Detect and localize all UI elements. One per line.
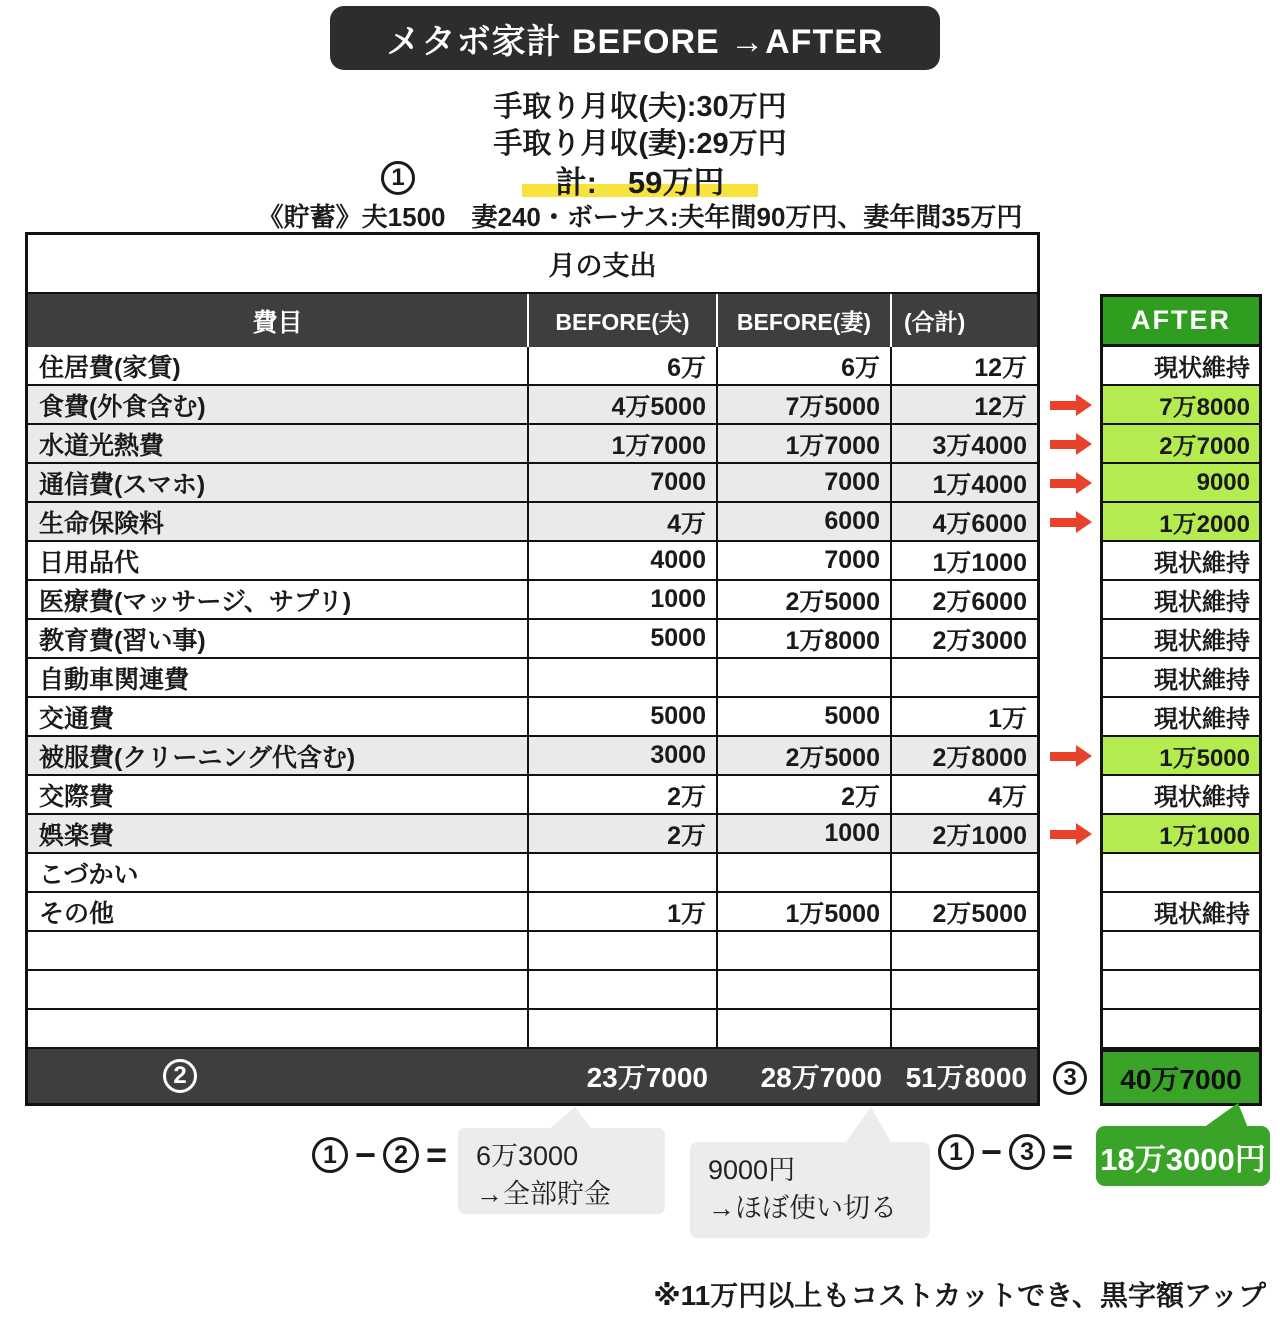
gutter-cell (1040, 971, 1100, 1010)
table-row (25, 464, 1262, 503)
after-cell: 1万2000 (1100, 503, 1262, 542)
circled-number-1: 1 (381, 161, 415, 195)
before-wife-cell (718, 854, 892, 893)
minus-sign: − (981, 1131, 1003, 1172)
table-row (25, 737, 1262, 776)
page-title: メタボ家計 BEFORE →AFTER (330, 6, 940, 70)
before-wife-cell (718, 1010, 892, 1049)
total-gutter (1040, 1049, 1100, 1106)
after-cell: 現状維持 (1100, 542, 1262, 581)
before-husband-cell (529, 659, 718, 698)
before-husband-cell: 1000 (529, 581, 718, 620)
table-row (25, 659, 1262, 698)
gutter-cell (1040, 932, 1100, 971)
after-leftover-box: 18万3000円 (1096, 1126, 1270, 1186)
expense-item-cell: 通信費(スマホ) (25, 464, 529, 503)
after-cell: 現状維持 (1100, 698, 1262, 737)
expense-item-cell: 教育費(習い事) (25, 620, 529, 659)
table-row (25, 854, 1262, 893)
gutter-cell (1040, 464, 1100, 503)
subtotal-cell (892, 659, 1040, 698)
table-row (25, 776, 1262, 815)
table-row (25, 386, 1262, 425)
before-wife-cell: 2万 (718, 776, 892, 815)
gutter-cell (1040, 1010, 1100, 1049)
before-wife-cell: 5000 (718, 698, 892, 737)
bottom-note: ※11万円以上もコストカットでき、黒字額アップ (653, 1280, 1266, 1311)
subtotal-cell: 4万 (892, 776, 1040, 815)
table-row (25, 347, 1262, 386)
table-row (25, 971, 1262, 1010)
before-husband-cell: 5000 (529, 698, 718, 737)
subtotal-cell: 12万 (892, 386, 1040, 425)
after-cell: 現状維持 (1100, 581, 1262, 620)
gutter-cell (1040, 386, 1100, 425)
husband-leftover-amount: 6万3000 (476, 1141, 579, 1171)
total-item-cell (25, 1049, 529, 1106)
expense-item-cell: 交際費 (25, 776, 529, 815)
expense-item-cell (25, 1010, 529, 1049)
before-wife-cell (718, 971, 892, 1010)
before-husband-cell (529, 932, 718, 971)
before-husband-cell (529, 971, 718, 1010)
subtotal-cell (892, 971, 1040, 1010)
gutter-cell (1040, 620, 1100, 659)
wife-leftover-note: →ほぼ使い切る (708, 1193, 897, 1224)
after-cell: 2万7000 (1100, 425, 1262, 464)
table-total-row (25, 1049, 1262, 1106)
header-after: AFTER (1100, 294, 1262, 347)
header-gutter (1040, 294, 1100, 347)
subtotal-cell: 3万4000 (892, 425, 1040, 464)
expense-item-cell: その他 (25, 893, 529, 932)
before-wife-cell: 6000 (718, 503, 892, 542)
wife-leftover-amount: 9000円 (708, 1155, 796, 1185)
after-cell: 9000 (1100, 464, 1262, 503)
before-husband-cell: 2万 (529, 815, 718, 854)
after-cell: 現状維持 (1100, 893, 1262, 932)
subtotal-cell (892, 854, 1040, 893)
gutter-cell (1040, 425, 1100, 464)
subtotal-cell: 2万3000 (892, 620, 1040, 659)
equals-sign: = (1052, 1131, 1074, 1172)
gutter-cell (1040, 659, 1100, 698)
expense-item-cell: 被服費(クリーニング代含む) (25, 737, 529, 776)
after-cell: 現状維持 (1100, 776, 1262, 815)
callout-pointer-green (1203, 1103, 1248, 1128)
header-subtotal: (合計) (892, 294, 1040, 347)
total-subtotal: 51万8000 (892, 1049, 1040, 1106)
table-row (25, 815, 1262, 854)
before-wife-cell: 6万 (718, 347, 892, 386)
before-husband-cell: 5000 (529, 620, 718, 659)
subtotal-cell: 1万4000 (892, 464, 1040, 503)
circled-number-3: 3 (1053, 1061, 1087, 1095)
change-arrow-icon (1050, 401, 1077, 410)
expense-item-cell (25, 971, 529, 1010)
subtotal-cell: 2万6000 (892, 581, 1040, 620)
after-cell: 現状維持 (1100, 659, 1262, 698)
expense-item-cell: 生命保険料 (25, 503, 529, 542)
gutter-cell (1040, 893, 1100, 932)
after-cell: 1万1000 (1100, 815, 1262, 854)
before-husband-cell (529, 1010, 718, 1049)
total-after: 40万7000 (1100, 1049, 1262, 1106)
expense-item-cell: 食費(外食含む) (25, 386, 529, 425)
total-before-husband: 23万7000 (529, 1049, 718, 1106)
change-arrow-icon (1050, 479, 1077, 488)
husband-leftover-box (458, 1128, 665, 1214)
circled-number-2: 2 (163, 1059, 197, 1093)
total-before-wife: 28万7000 (718, 1049, 892, 1106)
expense-item-cell: 住居費(家賃) (25, 347, 529, 386)
expense-item-cell: 医療費(マッサージ、サプリ) (25, 581, 529, 620)
before-wife-cell: 1万8000 (718, 620, 892, 659)
change-arrow-icon (1050, 518, 1077, 527)
after-cell: 現状維持 (1100, 620, 1262, 659)
gutter-cell (1040, 815, 1100, 854)
before-wife-cell: 1万5000 (718, 893, 892, 932)
subtotal-cell: 4万6000 (892, 503, 1040, 542)
before-wife-cell (718, 659, 892, 698)
change-arrow-icon (1050, 752, 1077, 761)
gutter-cell (1040, 581, 1100, 620)
income-wife-line: 手取り月収(妻):29万円 (493, 128, 787, 160)
table-header-row (25, 294, 1262, 347)
expense-table (25, 232, 1262, 1106)
subtotal-cell: 1万1000 (892, 542, 1040, 581)
subtotal-cell: 1万 (892, 698, 1040, 737)
expense-item-cell: 日用品代 (25, 542, 529, 581)
after-cell (1100, 1010, 1262, 1049)
before-wife-cell: 7000 (718, 542, 892, 581)
table-row (25, 1010, 1262, 1049)
circled-number-3: 3 (1009, 1134, 1045, 1170)
circled-number-1: 1 (312, 1137, 348, 1173)
subtotal-cell (892, 1010, 1040, 1049)
expense-item-cell (25, 932, 529, 971)
table-row (25, 581, 1262, 620)
gutter-cell (1040, 542, 1100, 581)
subtotal-cell (892, 932, 1040, 971)
gutter-cell (1040, 347, 1100, 386)
equation-1-minus-3 (938, 1131, 1073, 1173)
after-cell (1100, 854, 1262, 893)
subtotal-cell: 2万5000 (892, 893, 1040, 932)
table-row (25, 503, 1262, 542)
before-husband-cell (529, 854, 718, 893)
change-arrow-icon (1050, 830, 1077, 839)
subtotal-cell: 2万8000 (892, 737, 1040, 776)
equation-1-minus-2 (312, 1134, 447, 1176)
table-row (25, 698, 1262, 737)
circled-number-1: 1 (938, 1134, 974, 1170)
expense-item-cell: 娯楽費 (25, 815, 529, 854)
table-body (25, 347, 1262, 1049)
after-cell: 1万5000 (1100, 737, 1262, 776)
before-wife-cell: 2万5000 (718, 581, 892, 620)
wife-leftover-box (690, 1142, 930, 1238)
after-cell (1100, 932, 1262, 971)
before-husband-cell: 4万 (529, 503, 718, 542)
header-item: 費目 (25, 294, 529, 347)
before-wife-cell: 7万5000 (718, 386, 892, 425)
savings-note: 《貯蓄》夫1500 妻240・ボーナス:夫年間90万円、妻年間35万円 (257, 202, 1023, 232)
expense-item-cell: 水道光熱費 (25, 425, 529, 464)
header-before-husband: BEFORE(夫) (529, 294, 718, 347)
circled-number-2: 2 (383, 1137, 419, 1173)
before-husband-cell: 7000 (529, 464, 718, 503)
after-cell (1100, 971, 1262, 1010)
before-husband-cell: 3000 (529, 737, 718, 776)
husband-leftover-note: →全部貯金 (476, 1179, 611, 1210)
income-total-line (0, 157, 1280, 202)
before-wife-cell (718, 932, 892, 971)
gutter-cell (1040, 737, 1100, 776)
header-before-wife: BEFORE(妻) (718, 294, 892, 347)
before-husband-cell: 4000 (529, 542, 718, 581)
table-row (25, 893, 1262, 932)
table-row (25, 620, 1262, 659)
table-row (25, 932, 1262, 971)
minus-sign: − (355, 1134, 377, 1175)
income-husband-line: 手取り月収(夫):30万円 (493, 91, 787, 123)
before-husband-cell: 4万5000 (529, 386, 718, 425)
before-wife-cell: 1万7000 (718, 425, 892, 464)
expense-item-cell: 自動車関連費 (25, 659, 529, 698)
gutter-cell (1040, 854, 1100, 893)
table-row (25, 542, 1262, 581)
highlighted-total: 計: 59万円 (522, 165, 759, 200)
equals-sign: = (426, 1134, 448, 1175)
expense-item-cell: こづかい (25, 854, 529, 893)
before-wife-cell: 7000 (718, 464, 892, 503)
callout-pointer-middle (843, 1107, 893, 1146)
table-row (25, 425, 1262, 464)
after-cell: 7万8000 (1100, 386, 1262, 425)
before-husband-cell: 1万 (529, 893, 718, 932)
expense-item-cell: 交通費 (25, 698, 529, 737)
before-husband-cell: 6万 (529, 347, 718, 386)
before-wife-cell: 1000 (718, 815, 892, 854)
before-husband-cell: 1万7000 (529, 425, 718, 464)
before-wife-cell: 2万5000 (718, 737, 892, 776)
subtotal-cell: 12万 (892, 347, 1040, 386)
table-caption: 月の支出 (25, 232, 1040, 294)
before-husband-cell: 2万 (529, 776, 718, 815)
gutter-cell (1040, 503, 1100, 542)
change-arrow-icon (1050, 440, 1077, 449)
after-cell: 現状維持 (1100, 347, 1262, 386)
subtotal-cell: 2万1000 (892, 815, 1040, 854)
gutter-cell (1040, 776, 1100, 815)
gutter-cell (1040, 698, 1100, 737)
